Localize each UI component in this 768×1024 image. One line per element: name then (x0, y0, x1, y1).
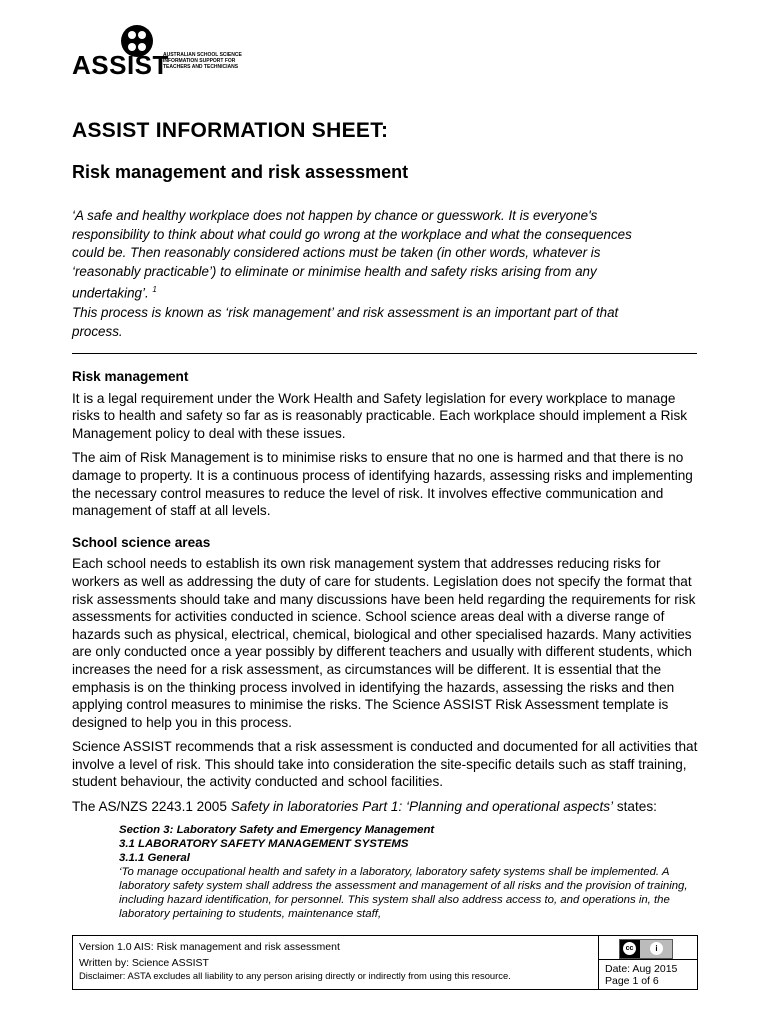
standard-reference: The AS/NZS 2243.1 2005 Safety in laboratories Part 1: ‘Planning and operational aspects’ states: (72, 799, 657, 815)
page-footer (72, 935, 698, 990)
cc-icon: cc (623, 942, 636, 955)
footer-version: Version 1.0 AIS: Risk management and risk assessment (79, 941, 340, 953)
page-subtitle: Risk management and risk assessment (72, 162, 409, 182)
standard-sub1: 3.1 LABORATORY SAFETY MANAGEMENT SYSTEMS (119, 837, 409, 850)
intro-statement: This process is known as ‘risk management’ and risk assessment is an important part of that process. (72, 305, 619, 339)
divider (72, 353, 697, 354)
risk-management-heading: Risk management (72, 369, 189, 384)
paragraph: The aim of Risk Management is to minimise risks to ensure that no one is harmed and that there is no damage to property. It is a continuous process of identifying hazards, assessing risks and implementing the necessary control measures to reduce the level of risk. It involves effective communication and management of staff at all levels. (72, 450, 693, 519)
assist-logo (72, 24, 242, 80)
intro-quote: ‘A safe and healthy workplace does not happen by chance or guesswork. It is everyone's responsibility to think about what could go wrong at the workplace and what the consequences could be. Then reasonably considered actions must be taken (in other words, whatever is ‘reasonably practicable’) to eliminate or minimise health and safety risks arising from any undertaking’. $^1$ (72, 208, 632, 301)
attribution-icon: i (650, 942, 663, 955)
assist-logo-tagline: AUSTRALIAN SCHOOL SCIENCE INFORMATION SUPPORT FOR TEACHERS AND TECHNICIANS (163, 52, 242, 70)
standard-excerpt (119, 823, 700, 921)
paragraph: Science ASSIST recommends that a risk assessment is conducted and documented for all activities that involve a level of risk. This should take into consideration the site-specific details such as staff training, student behaviour, the activity conducted and school facilities. (72, 739, 698, 790)
footnote-ref: 1 (152, 285, 157, 294)
footer-info (73, 936, 599, 989)
page-title: ASSIST INFORMATION SHEET: (72, 119, 389, 142)
paragraph: Each school needs to establish its own risk management system that addresses reducing risks for workers as well as addressing the duty of care for students. Legislation does not specify the format that risk assessments should take and many discussions have been held regarding the requirements for risk assessments for activities conducted in science. School science areas deal with a diverse range of hazards such as physical, electrical, chemical, biological and other specialised hazards. Many activities are only conducted once a year possibly by different teachers and usually with different students, which increases the need for a risk assessment, as circumstances will be different. It is essential that the emphasis is on the thinking process involved in identifying the hazards, assessing the risks and then applying control measures to minimise the risks. The Science ASSIST Risk Assessment template is designed to help you in this process. (72, 556, 696, 730)
standard-text: ‘To manage occupational health and safety in a laboratory, laboratory safety systems shall be implemented. A laboratory safety system shall address the assessment and management of all risks and the provision of training, including hazard identification, for personnel. This system shall also address access to, and operations in, the laboratory pertaining to students, maintenance staff, (119, 865, 688, 920)
creative-commons-icon (619, 939, 673, 959)
footer-author: Written by: Science ASSIST (79, 957, 209, 969)
footer-meta (599, 936, 697, 989)
standard-sub2: 3.1.1 General (119, 851, 190, 864)
main-content (72, 368, 700, 921)
school-science-heading: School science areas (72, 534, 211, 550)
footer-disclaimer: Disclaimer: ASTA excludes all liability to any person arising directly or indirectly from using this resource. (79, 970, 511, 981)
paragraph: It is a legal requirement under the Work Health and Safety legislation for every workplace to manage risks to health and safety so far as is reasonably practicable. Each workplace should implement a Risk Management policy to deal with these issues. (72, 390, 688, 441)
footer-date: Date: Aug 2015 (605, 963, 678, 975)
assist-logo-word: ASSIST (72, 50, 169, 80)
standard-section: Section 3: Laboratory Safety and Emergency Management (119, 823, 435, 836)
footer-page-number: Page 1 of 6 (605, 975, 659, 987)
